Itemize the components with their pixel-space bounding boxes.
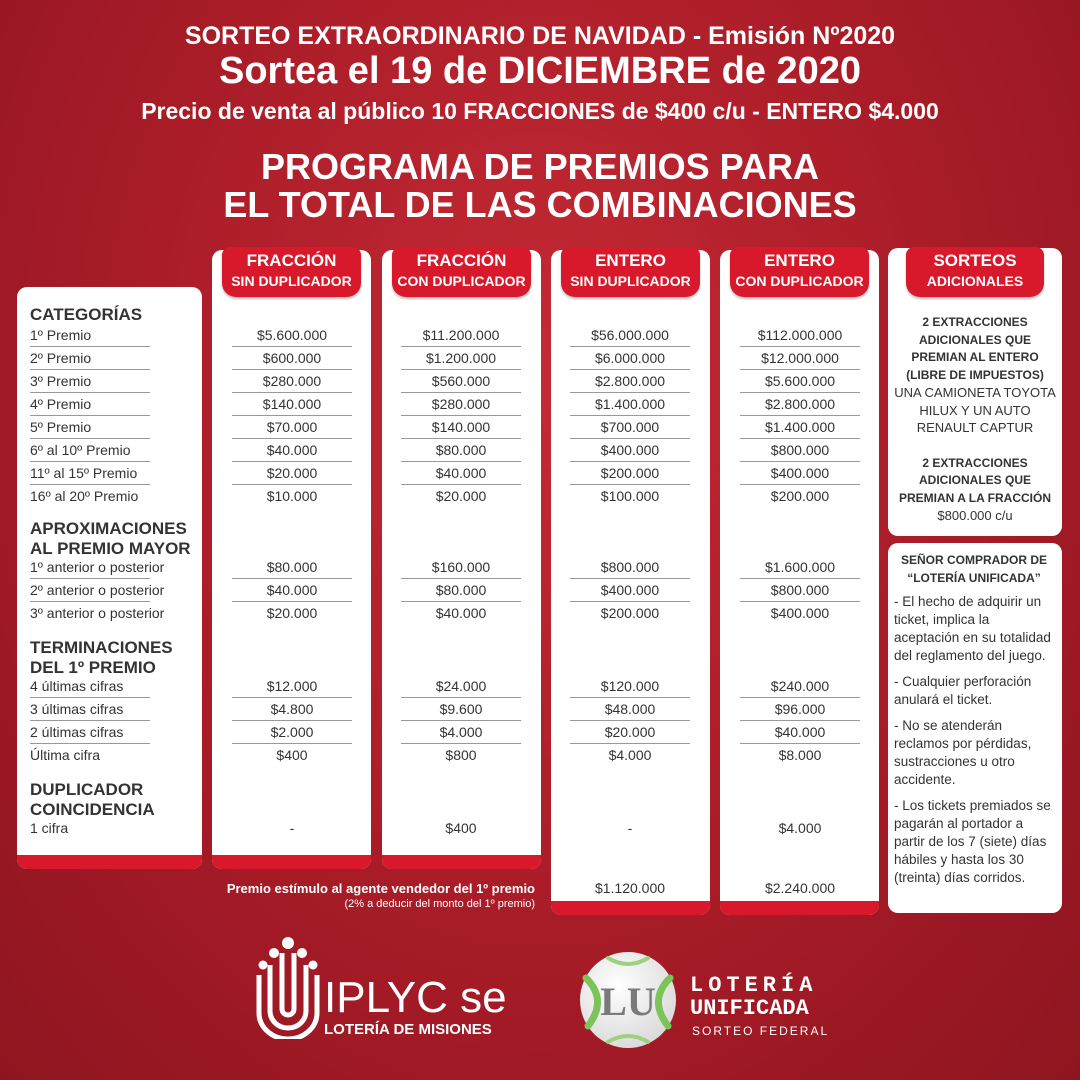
section-categorias: CATEGORÍAS xyxy=(30,305,143,324)
iplyc-name: IPLYC se xyxy=(324,973,507,1022)
prize-value: $9.600 xyxy=(401,698,521,721)
prize-value: $200.000 xyxy=(600,605,660,621)
row-label: 2º anterior o posterior xyxy=(30,579,150,602)
section-aproximaciones-line1: APROXIMACIONES xyxy=(30,519,187,538)
prize-value: $56.000.000 xyxy=(570,324,690,347)
sorteos-body xyxy=(894,314,1056,525)
column-header-title: ENTERO xyxy=(595,251,666,270)
column-header-title: ENTERO xyxy=(764,251,835,270)
prize-value: $40.000 xyxy=(435,605,487,621)
prize-value: $20.000 xyxy=(232,462,352,485)
prize-value: $140.000 xyxy=(401,416,521,439)
section-aproximaciones-line2: AL PREMIO MAYOR xyxy=(30,539,191,558)
prize-value: $400.000 xyxy=(740,462,860,485)
iplyc-emblem-icon xyxy=(256,935,320,1039)
draw-date: Sortea el 19 de DICIEMBRE de 2020 xyxy=(218,50,862,92)
prize-value: $20.000 xyxy=(266,605,318,621)
column-header-fraccion-sin-duplicador xyxy=(222,247,361,297)
buyer-notice-item: - Cualquier perforación anulará el ticket. xyxy=(894,674,1032,707)
column-header-subtitle: CON DUPLICADOR xyxy=(397,273,526,289)
row-label: 16º al 20º Premio xyxy=(30,488,139,504)
card-footer-bar xyxy=(551,901,710,915)
prize-value: $40.000 xyxy=(401,462,521,485)
iplyc-subtitle: LOTERÍA DE MISIONES xyxy=(324,1021,492,1038)
prize-value: $80.000 xyxy=(232,556,352,579)
prize-value: $240.000 xyxy=(740,675,860,698)
column-header-subtitle: SIN DUPLICADOR xyxy=(231,273,352,289)
prize-value: $120.000 xyxy=(570,675,690,698)
prize-value: $10.000 xyxy=(266,488,318,504)
prize-value: $4.000 xyxy=(401,721,521,744)
prize-value: $40.000 xyxy=(232,439,352,462)
column-header-entero-sin-duplicador xyxy=(561,247,700,297)
prize-value: $200.000 xyxy=(770,488,830,504)
prize-value: $40.000 xyxy=(232,579,352,602)
prize-value: $8.000 xyxy=(778,747,822,763)
sorteos-line: ADICIONALES QUE xyxy=(918,473,1031,487)
row-label: 4º Premio xyxy=(30,393,150,416)
sorteos-line: 2 EXTRACCIONES xyxy=(922,315,1028,329)
prize-value: $700.000 xyxy=(570,416,690,439)
sorteos-line: 2 EXTRACCIONES xyxy=(922,455,1028,470)
column-header-subtitle: CON DUPLICADOR xyxy=(735,273,864,289)
prize-value: $4.000 xyxy=(608,747,652,763)
prize-value: $400 xyxy=(276,747,308,763)
sorteos-line: PREMIAN A LA FRACCIÓN xyxy=(899,490,1051,505)
buyer-notice-item: - Los tickets premiados se pagarán al portador a partir de los 7 (siete) días hábiles y hasta los 30 (treinta) días corridos. xyxy=(894,798,1051,885)
agent-incentive-label: Premio estímulo al agente vendedor del 1º premio xyxy=(226,881,535,896)
prize-value: $4.800 xyxy=(232,698,352,721)
row-label: 1º anterior o posterior xyxy=(30,556,150,579)
prize-value: $40.000 xyxy=(740,721,860,744)
prize-program-title-line1: PROGRAMA DE PREMIOS PARA xyxy=(260,146,820,187)
column-header-title: FRACCIÓN xyxy=(246,251,337,270)
prize-value: $280.000 xyxy=(401,393,521,416)
sorteos-fraccion-prize xyxy=(894,507,1056,525)
lu-subtitle: SORTEO FEDERAL xyxy=(692,1024,830,1038)
section-duplicador-line2: COINCIDENCIA xyxy=(30,800,155,819)
row-label: 1º Premio xyxy=(30,324,150,347)
row-label: 4 últimas cifras xyxy=(30,675,150,698)
sale-price: Precio de venta al público 10 FRACCIONES de $400 c/u - ENTERO $4.000 xyxy=(141,98,939,124)
prize-value: $48.000 xyxy=(570,698,690,721)
prize-value: $400 xyxy=(445,820,477,836)
row-label: 1 cifra xyxy=(30,820,69,836)
prize-program-title-line2: EL TOTAL DE LAS COMBINACIONES xyxy=(223,184,857,225)
buyer-notice-item: - No se atenderán reclamos por pérdidas, sustracciones u otro accidente. xyxy=(894,718,1032,787)
row-label: 2º Premio xyxy=(30,347,150,370)
prize-value: $20.000 xyxy=(435,488,487,504)
row-label: 3º anterior o posterior xyxy=(30,605,165,621)
prize-value: $11.200.000 xyxy=(401,324,521,347)
prize-value: $80.000 xyxy=(401,579,521,602)
prize-value: $140.000 xyxy=(232,393,352,416)
buyer-notice-title-line1: SEÑOR COMPRADOR DE xyxy=(900,553,1047,567)
row-label: 2 últimas cifras xyxy=(30,721,150,744)
sorteos-line: RENAULT CAPTUR xyxy=(916,420,1034,435)
prize-value: $2.800.000 xyxy=(740,393,860,416)
sorteos-line: PREMIAN AL ENTERO xyxy=(911,350,1039,364)
buyer-notice-card xyxy=(888,543,1062,913)
prize-value: $70.000 xyxy=(232,416,352,439)
sorteos-subtitle: ADICIONALES xyxy=(926,273,1024,289)
prize-value: $80.000 xyxy=(401,439,521,462)
card-footer-bar xyxy=(17,855,202,869)
prize-value: $800.000 xyxy=(570,556,690,579)
buyer-notice-item: - El hecho de adquirir un ticket, implica la aceptación en su totalidad del reglamento del juego. xyxy=(894,594,1051,663)
prize-value: $200.000 xyxy=(570,462,690,485)
prize-value: $560.000 xyxy=(401,370,521,393)
iplyc-logo xyxy=(256,935,516,1045)
prize-value: $24.000 xyxy=(401,675,521,698)
prize-value: $160.000 xyxy=(401,556,521,579)
sorteos-title: SORTEOS xyxy=(933,251,1017,270)
row-label: Última cifra xyxy=(30,747,101,763)
prize-value: $400.000 xyxy=(570,439,690,462)
prize-value: $96.000 xyxy=(740,698,860,721)
prize-value: $280.000 xyxy=(232,370,352,393)
prize-value: $1.200.000 xyxy=(401,347,521,370)
sorteos-line: ADICIONALES QUE xyxy=(918,332,1031,347)
prize-value: $4.000 xyxy=(778,820,822,836)
lu-mark: LU xyxy=(600,979,656,1024)
sorteos-line: HILUX Y UN AUTO xyxy=(919,402,1031,418)
sorteos-line: $800.000 c/u xyxy=(937,508,1013,523)
row-label: 3 últimas cifras xyxy=(30,698,150,721)
row-label: 3º Premio xyxy=(30,370,150,393)
prize-value: $800.000 xyxy=(740,579,860,602)
prize-value: $600.000 xyxy=(232,347,352,370)
prize-value: $400.000 xyxy=(770,605,830,621)
sorteos-entero-prizes xyxy=(894,384,1056,437)
loteria-unificada-logo xyxy=(578,950,838,1050)
column-header-subtitle: SIN DUPLICADOR xyxy=(570,273,691,289)
prize-value: $100.000 xyxy=(600,488,660,504)
prize-value: $2.800.000 xyxy=(570,370,690,393)
prize-value: $20.000 xyxy=(570,721,690,744)
prize-value: $400.000 xyxy=(570,579,690,602)
prize-value: - xyxy=(627,820,633,836)
section-aproximaciones xyxy=(30,519,191,559)
sorteos-adicionales-header xyxy=(906,247,1044,297)
prize-value: $1.400.000 xyxy=(570,393,690,416)
section-duplicador-line1: DUPLICADOR xyxy=(30,780,144,799)
prize-value: $5.600.000 xyxy=(740,370,860,393)
buyer-notice-title-line2: “LOTERÍA UNIFICADA” xyxy=(907,571,1041,585)
prize-value: $2.000 xyxy=(232,721,352,744)
prize-value: $800 xyxy=(445,747,477,763)
card-footer-bar xyxy=(382,855,541,869)
column-header-title: FRACCIÓN xyxy=(416,251,507,270)
buyer-notice-body xyxy=(894,551,1054,895)
prize-value: $12.000.000 xyxy=(740,347,860,370)
incentive-value-entero-con-duplicador: $2.240.000 xyxy=(764,880,836,896)
sorteos-fraccion-heading xyxy=(894,455,1056,508)
prize-program-title xyxy=(0,148,1080,224)
prize-value: $1.600.000 xyxy=(740,556,860,579)
row-label: 6º al 10º Premio xyxy=(30,439,150,462)
row-label: 5º Premio xyxy=(30,416,150,439)
agent-incentive-note: (2% a deducir del monto del 1º premio) xyxy=(344,898,535,910)
section-terminaciones-line1: TERMINACIONES xyxy=(30,638,173,657)
section-terminaciones xyxy=(30,638,173,678)
lu-name-line1: LOTERÍA xyxy=(690,973,818,998)
prize-value: - xyxy=(289,820,295,836)
lu-name-line2: UNIFICADA xyxy=(690,996,809,1021)
column-header-entero-con-duplicador xyxy=(730,247,869,297)
draw-title: SORTEO EXTRAORDINARIO DE NAVIDAD - Emisión Nº2020 xyxy=(184,22,896,50)
prize-value: $6.000.000 xyxy=(570,347,690,370)
incentive-value-entero-sin-duplicador: $1.120.000 xyxy=(594,880,666,896)
sorteos-line: (LIBRE DE IMPUESTOS) xyxy=(906,367,1044,382)
sorteos-entero-heading xyxy=(894,314,1056,384)
section-terminaciones-line2: DEL 1º PREMIO xyxy=(30,658,156,677)
agent-incentive xyxy=(150,881,535,910)
column-header-fraccion-con-duplicador xyxy=(392,247,531,297)
prize-value: $12.000 xyxy=(232,675,352,698)
card-footer-bar xyxy=(212,855,371,869)
row-label: 11º al 15º Premio xyxy=(30,462,150,485)
prize-value: $800.000 xyxy=(740,439,860,462)
sorteos-line: UNA CAMIONETA TOYOTA xyxy=(894,385,1056,400)
prize-value: $1.400.000 xyxy=(740,416,860,439)
prize-value: $112.000.000 xyxy=(740,324,860,347)
card-footer-bar xyxy=(720,901,879,915)
section-duplicador xyxy=(30,780,155,820)
prize-value: $5.600.000 xyxy=(232,324,352,347)
